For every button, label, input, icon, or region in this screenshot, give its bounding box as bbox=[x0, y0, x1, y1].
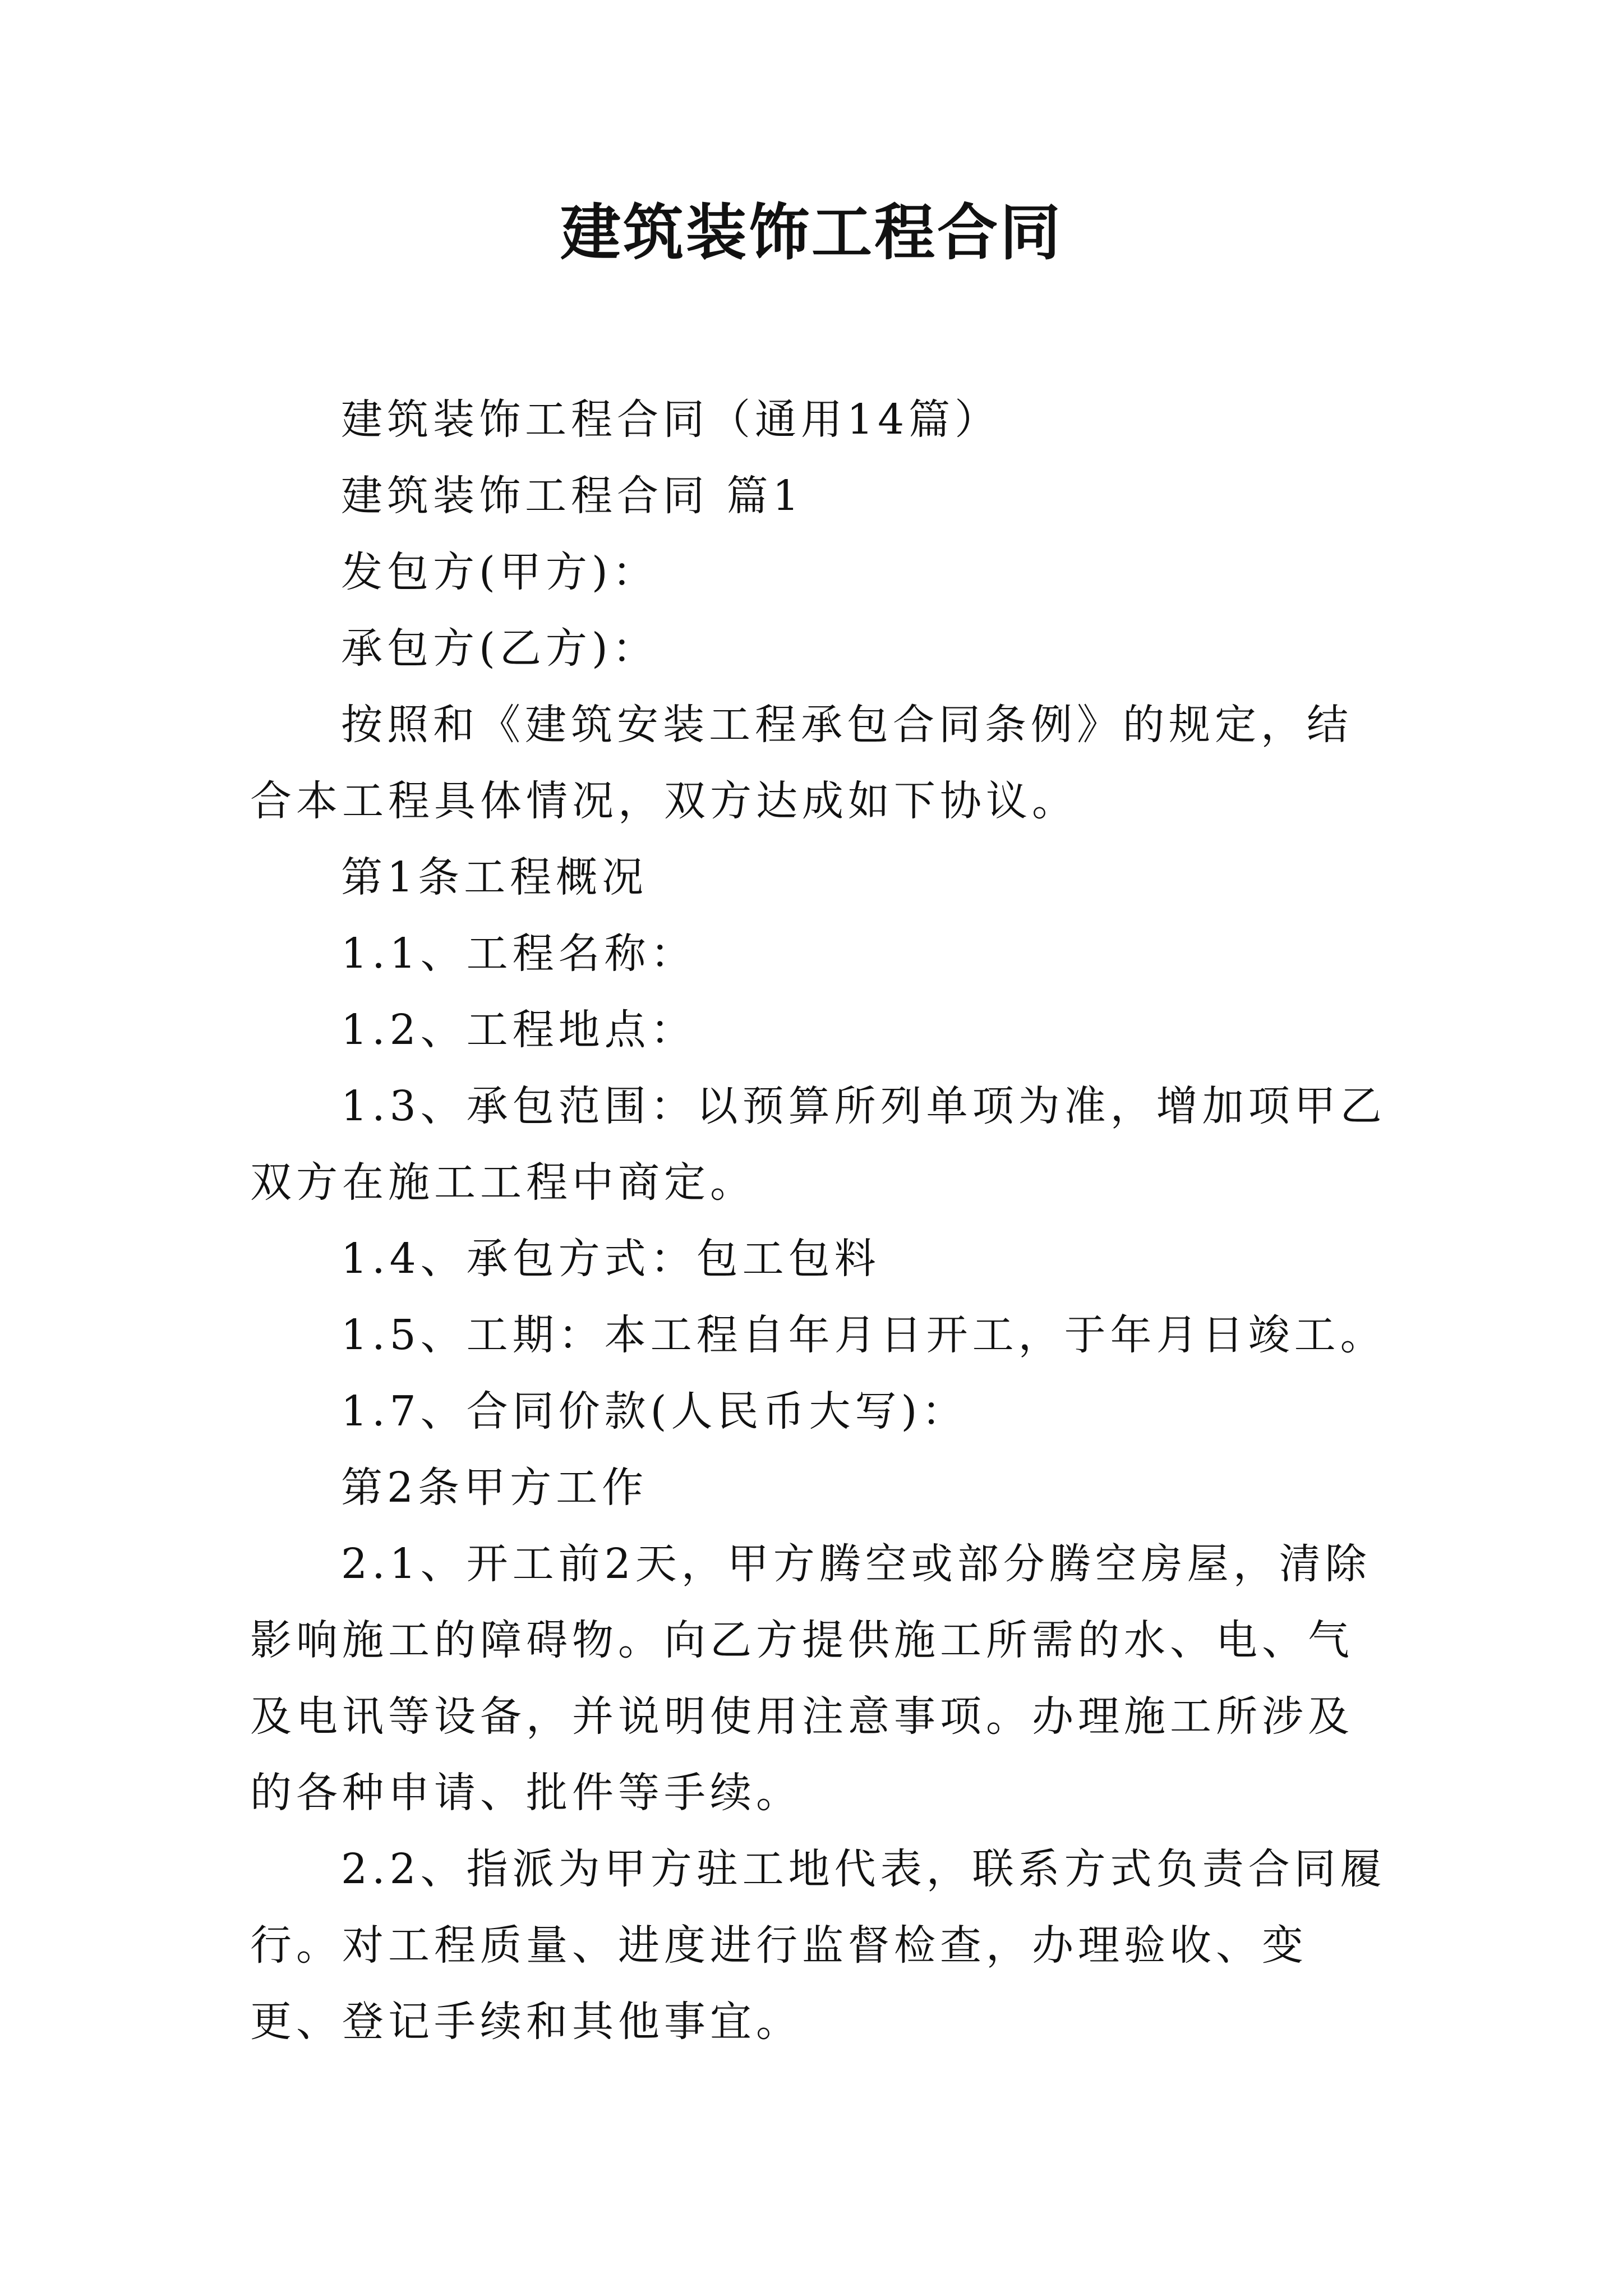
paragraph-subtitle: 建筑装饰工程合同（通用14篇） bbox=[341, 395, 1001, 444]
paragraph-section-heading: 建筑装饰工程合同 篇1 bbox=[341, 472, 804, 520]
paragraph-clause-1-7: 1.7、合同价款(人民币大写)： bbox=[341, 1387, 968, 1435]
paragraph-clause-2-1: 2.1、开工前2天，甲方腾空或部分腾空房屋，清除影响施工的障碍物。向乙方提供施工所需的水、电、气及电讯等设备，并说明使用注意事项。办理施工所涉及的各种申请、批件等手续。 bbox=[250, 1540, 1371, 1817]
paragraph-preamble: 按照和《建筑安装工程承包合同条例》的规定，结合本工程具体情况，双方达成如下协议。 bbox=[250, 701, 1353, 825]
paragraph-clause-1-5: 1.5、工期：本工程自年月日开工，于年月日竣工。 bbox=[341, 1311, 1386, 1359]
document-body bbox=[250, 381, 1389, 2060]
paragraph-clause-2-2: 2.2、指派为甲方驻工地代表，联系方式负责合同履行。对工程质量、进度进行监督检查，办理验收、变更、登记手续和其他事宜。 bbox=[250, 1845, 1386, 2046]
paragraph-party-a: 发包方(甲方)： bbox=[341, 548, 658, 596]
paragraph-clause-1-4: 1.4、承包方式：包工包料 bbox=[341, 1235, 880, 1283]
document-title: 建筑装饰工程合同 bbox=[560, 197, 1063, 268]
paragraph-party-b: 承包方(乙方)： bbox=[341, 624, 658, 673]
paragraph-clause-1-3: 1.3、承包范围：以预算所列单项为准，增加项甲乙双方在施工工程中商定。 bbox=[250, 1082, 1386, 1207]
paragraph-article-1-heading: 第1条工程概况 bbox=[341, 853, 648, 901]
paragraph-clause-1-2: 1.2、工程地点： bbox=[341, 1006, 697, 1054]
paragraph-clause-1-1: 1.1、工程名称： bbox=[341, 930, 697, 978]
paragraph-article-2-heading: 第2条甲方工作 bbox=[341, 1464, 648, 1512]
